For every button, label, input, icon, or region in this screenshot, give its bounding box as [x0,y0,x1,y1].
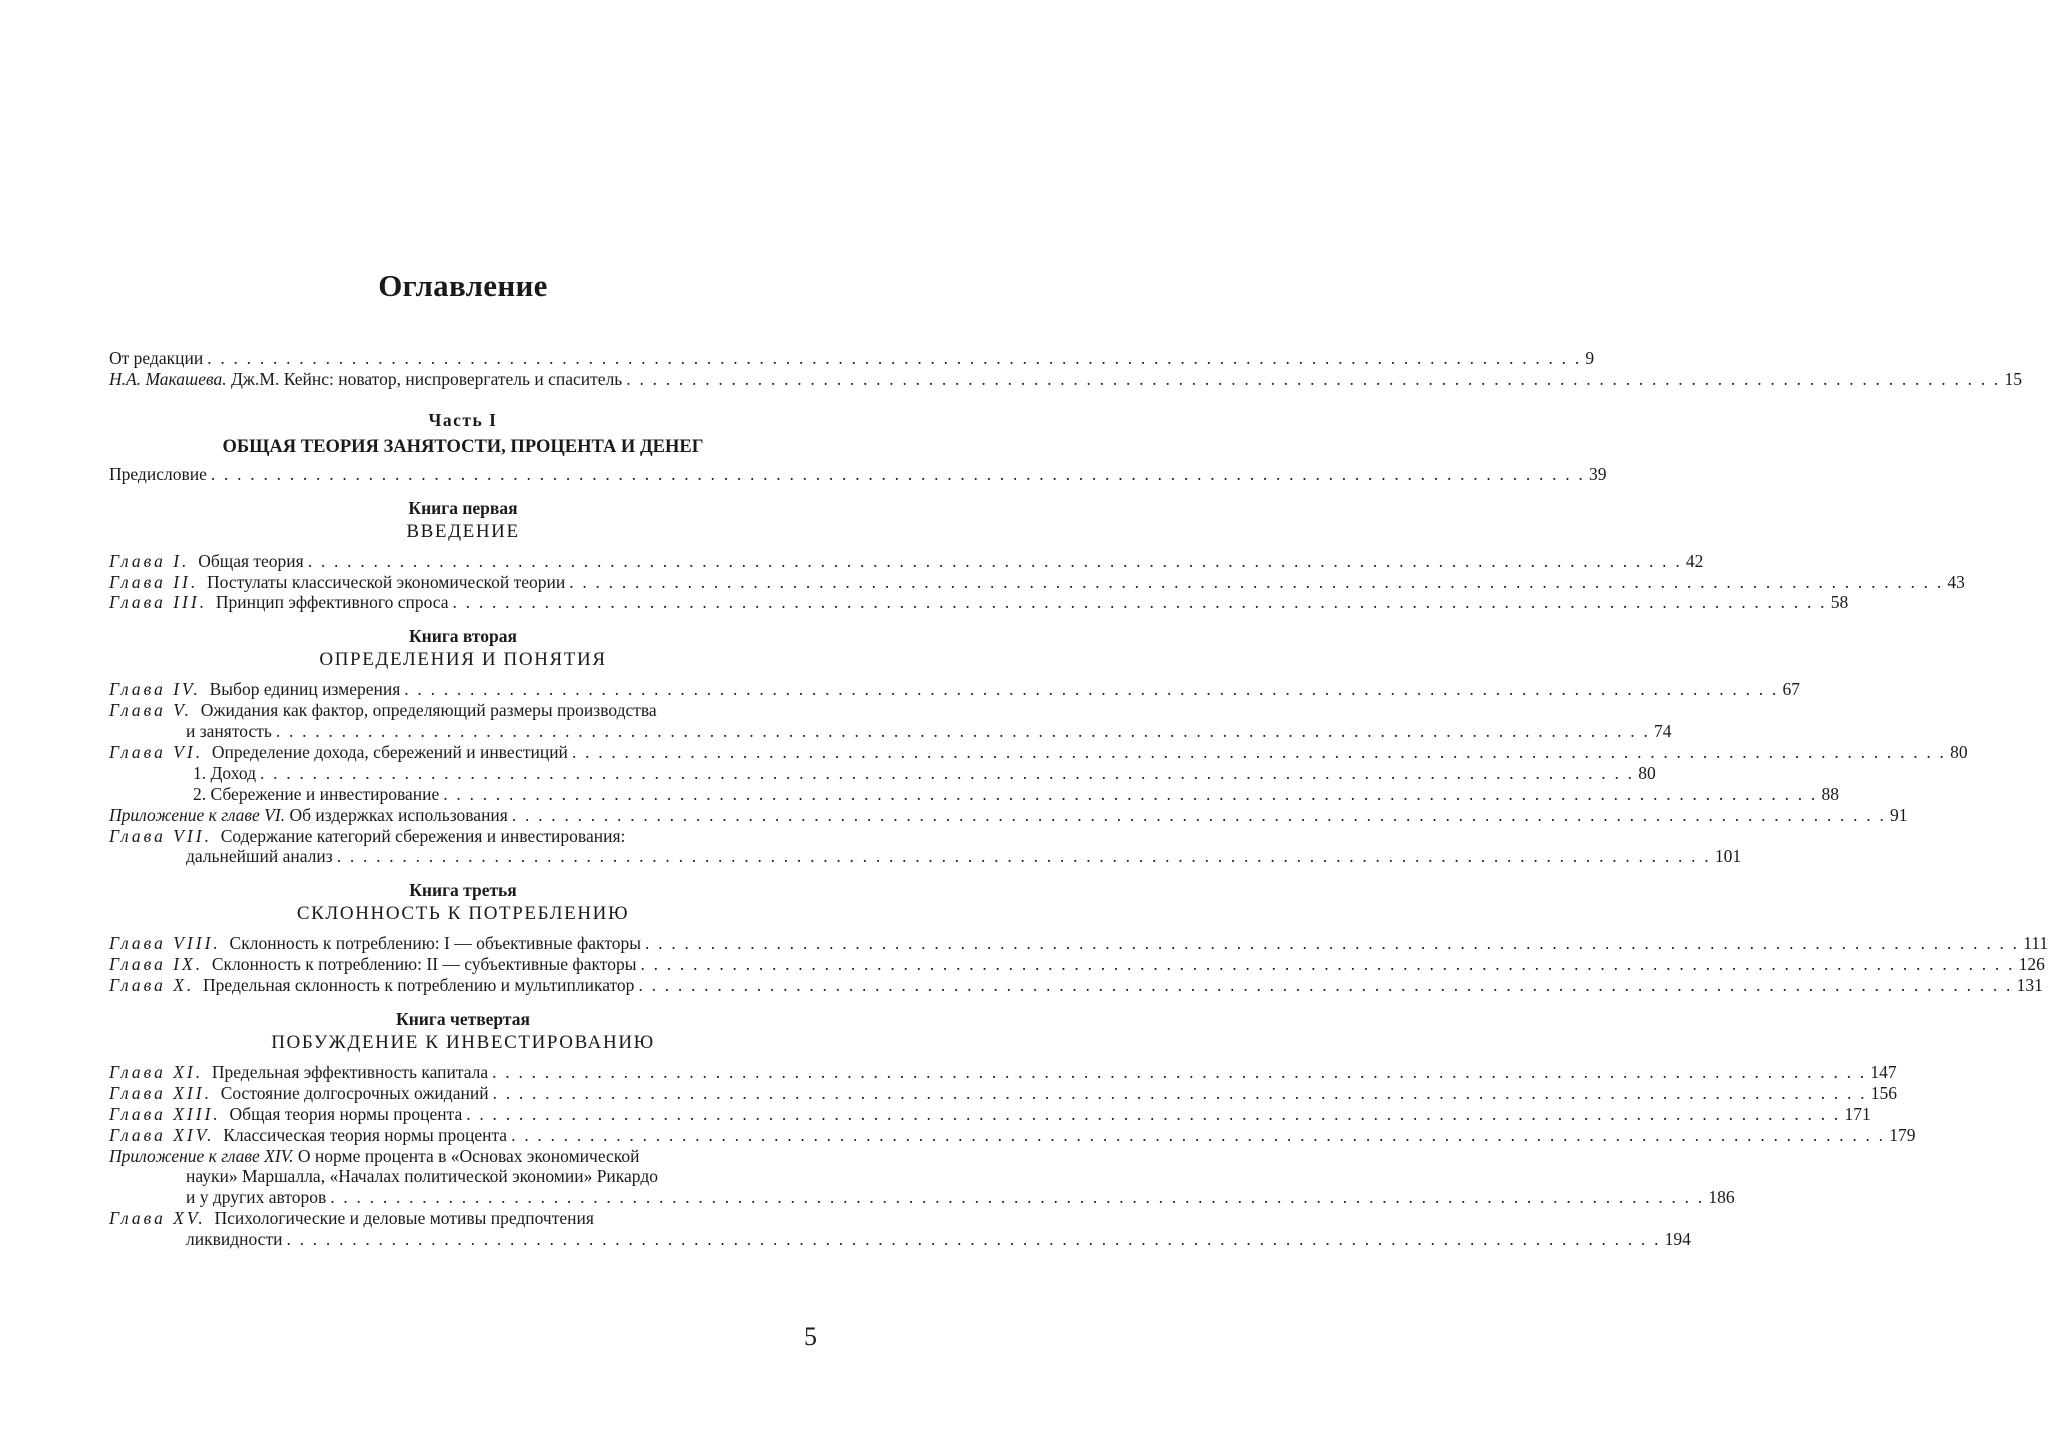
toc-entry-chapter[interactable] [109,592,1849,613]
toc-entry-continuation[interactable] [109,1229,1691,1250]
entry-text: О норме процента в «Основах экономической [297,1145,640,1166]
toc-entry-chapter[interactable] [109,1062,1897,1083]
book-label: Книга третья [409,880,517,901]
entry-text: Принцип эффективного спроса [215,592,449,613]
entry-text: Предельная эффективность капитала [211,1062,489,1083]
appendix-label: Приложение к главе VI. [109,804,286,825]
toc-entry-chapter[interactable] [109,1208,817,1229]
chapter-label: Глава VI. [109,742,204,763]
page-ref: 179 [1889,1124,1916,1145]
entry-text: Общая теория нормы процента [229,1103,463,1124]
toc-entry-preface[interactable] [109,463,1607,485]
dot-leader [207,348,1581,369]
toc-page [109,0,2048,1447]
dot-leader [569,572,1943,593]
dot-leader [404,679,1778,700]
toc-entry-chapter[interactable] [109,679,1800,700]
page-ref: 101 [1714,846,1742,867]
entry-text: Определение дохода, сбережений и инвестиций [211,742,568,763]
entry-text: и у других авторов [186,1187,327,1208]
entry-text: Предисловие [109,463,207,484]
toc-entry-appendix[interactable] [109,1146,817,1167]
page-ref: 186 [1708,1187,1735,1208]
toc-entry-editorial[interactable] [109,348,1595,369]
dot-leader [308,551,1682,572]
entry-text: Предельная склонность к потреблению и мультипликатор [203,975,635,996]
entry-text: От редакции [109,348,204,368]
chapter-label: Глава V. [109,700,193,721]
chapter-label: Глава XII. [109,1082,212,1103]
entry-text: Ожидания как фактор, определяющий размеры производства [200,700,657,721]
chapter-label: Глава XV. [109,1208,206,1229]
entry-text: Психологические и деловые мотивы предпочтения [214,1208,594,1229]
entry-text: 2. Сбережение и инвестирование [193,783,440,804]
page-ref: 80 [1950,742,1968,763]
toc-entry-chapter[interactable] [109,550,1704,572]
toc-entry-chapter[interactable] [109,826,817,847]
chapter-label: Глава X. [109,975,195,996]
page-ref: 9 [1585,348,1595,368]
page-ref: 15 [2004,368,2022,389]
toc-entry-section[interactable] [109,762,1656,784]
dot-leader [276,721,1650,742]
toc-entry-continuation[interactable] [109,1187,1735,1208]
dot-leader [260,763,1634,784]
page-ref: 194 [1664,1229,1691,1250]
toc-entry-chapter[interactable] [109,954,2045,975]
book-label: Книга первая [408,497,518,518]
book-label: Книга четвертая [396,1009,530,1030]
dot-leader [511,1125,1885,1146]
toc-entry-continuation[interactable] [109,846,1742,867]
book-title: ОПРЕДЕЛЕНИЯ И ПОНЯТИЯ [319,649,607,671]
chapter-label: Глава I. [109,550,190,571]
appendix-label: Приложение к главе XIV. [109,1145,294,1166]
dot-leader [330,1187,1704,1208]
page-ref: 58 [1830,592,1849,613]
entry-text: Содержание категорий сбережения и инвестирования: [220,825,626,846]
entry-text: Постулаты классической экономической теории [207,571,566,592]
book-title: ВВЕДЕНИЕ [406,520,520,542]
chapter-label: Глава IX. [109,954,204,975]
toc-entry-makasheva[interactable] [109,368,2022,390]
entry-text: Об издержках использования [289,804,508,825]
chapter-label: Глава III. [109,592,208,613]
page-ref: 171 [1844,1103,1871,1124]
part-label: Часть I [428,409,498,430]
entry-text: дальнейший анализ [186,846,333,867]
dot-leader [337,846,1711,867]
toc-entry-chapter[interactable] [109,742,1968,763]
toc-entry-chapter[interactable] [109,571,1965,593]
toc-entry-continuation[interactable] [109,721,1672,742]
dot-leader [286,1229,1660,1250]
dot-leader [492,1062,1866,1083]
entry-text: 1. Доход [193,762,256,783]
chapter-label: Глава XIII. [109,1103,221,1124]
book-title: ПОБУЖДЕНИЕ К ИНВЕСТИРОВАНИЮ [271,1032,655,1054]
page-ref: 67 [1782,679,1800,700]
entry-text: Дж.М. Кейнс: новатор, ниспровергатель и спаситель [231,368,623,389]
chapter-label: Глава XIV. [109,1124,215,1145]
entry-text: Состояние долгосрочных ожиданий [220,1082,489,1103]
page-ref: 88 [1821,783,1839,804]
entry-text: Склонность к потреблению: I — объективные факторы [229,933,642,954]
toc-entry-chapter[interactable] [109,975,2043,996]
toc-entry-chapter[interactable] [109,933,2048,954]
dot-leader [466,1104,1840,1125]
dot-leader [493,1083,1867,1104]
dot-leader [453,592,1827,613]
page-ref: 43 [1947,571,1965,592]
page-ref: 156 [1870,1082,1898,1103]
dot-leader [572,742,1946,763]
dot-leader [626,369,2000,390]
page-ref: 126 [2018,954,2045,975]
toc-entry-continuation[interactable] [109,1166,817,1187]
toc-body [109,348,2048,1250]
page-number: 5 [804,1322,817,1351]
toc-entry-chapter[interactable] [109,1124,1916,1146]
chapter-label: Глава XI. [109,1062,204,1083]
page-ref: 91 [1890,804,1908,825]
toc-entry-chapter[interactable] [109,1082,1898,1104]
page-ref: 111 [2023,933,2048,954]
book-label: Книга вторая [408,626,517,647]
entry-text: Общая теория [198,550,304,571]
entry-text: и занятость [186,721,272,742]
page-ref: 131 [2016,975,2043,996]
page-ref: 39 [1589,463,1607,484]
entry-text: науки» Маршалла, «Началах политической экономии» Рикардо [186,1166,658,1187]
page-ref: 80 [1638,762,1656,783]
page-title: Оглавление [378,268,548,303]
page-ref: 147 [1870,1062,1897,1083]
chapter-label: Глава VII. [109,825,212,846]
chapter-label: Глава IV. [109,679,201,700]
entry-text: ликвидности [186,1229,283,1250]
part-title: ОБЩАЯ ТЕОРИЯ ЗАНЯТОСТИ, ПРОЦЕНТА И ДЕНЕГ [222,436,704,457]
dot-leader [638,975,2012,996]
page-ref: 74 [1654,721,1672,742]
chapter-label: Глава II. [109,571,199,592]
toc-entry-appendix[interactable] [109,804,1908,826]
dot-leader [512,805,1886,826]
entry-author: Н.А. Макашева. [109,368,227,389]
entry-text: Классическая теория нормы процента [223,1124,508,1145]
book-title: СКЛОННОСТЬ К ПОТРЕБЛЕНИЮ [296,903,630,925]
chapter-label: Глава VIII. [109,933,221,954]
dot-leader [211,464,1585,485]
dot-leader [640,954,2014,975]
dot-leader [645,933,2019,954]
entry-text: Выбор единиц измерения [209,679,401,700]
toc-entry-chapter[interactable] [109,1103,1871,1125]
entry-text: Склонность к потреблению: II — субъективные факторы [211,954,637,975]
toc-entry-section[interactable] [109,783,1839,805]
page-ref: 42 [1685,550,1704,571]
toc-entry-chapter[interactable] [109,700,817,721]
dot-leader [443,784,1817,805]
